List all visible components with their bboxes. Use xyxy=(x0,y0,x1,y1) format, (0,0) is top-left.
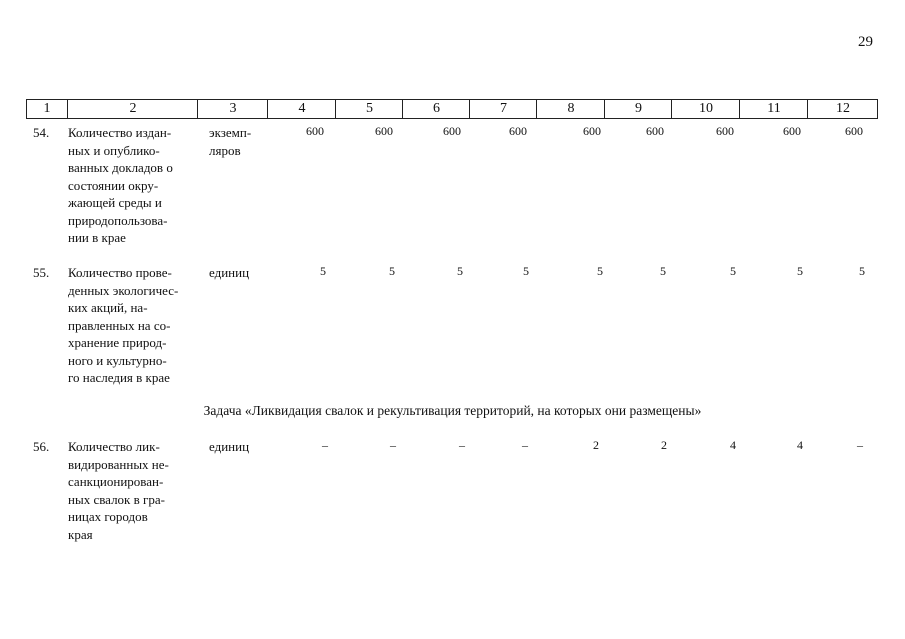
description-line: Количество прове- xyxy=(68,265,172,280)
row-number: 55. xyxy=(33,265,50,280)
description-line: денных экологичес- xyxy=(68,282,179,298)
value-cell: – xyxy=(522,438,528,452)
unit-line: экземп- xyxy=(209,125,252,140)
description-line: хранение природ- xyxy=(68,335,167,350)
description-line: природопользова- xyxy=(68,212,168,228)
description-line: нии в крае xyxy=(68,230,126,245)
value-cell: 600 xyxy=(375,124,393,138)
row-unit xyxy=(209,438,249,456)
value-cell: – xyxy=(390,438,396,452)
header-cell: 7 xyxy=(469,100,537,118)
page-number: 29 xyxy=(858,34,873,50)
row-unit xyxy=(209,264,249,282)
value-cell: 5 xyxy=(797,264,803,278)
row-number: 56. xyxy=(33,439,50,454)
header-cell: 9 xyxy=(604,100,672,118)
value-cell: 5 xyxy=(457,264,463,278)
value-cell: 600 xyxy=(443,124,461,138)
description-line: правленных на со- xyxy=(68,317,171,333)
description-line: жающей среды и xyxy=(68,195,162,210)
description-line: ных свалок в гра- xyxy=(68,491,165,507)
description-line: Количество издан- xyxy=(68,125,172,140)
value-cell: – xyxy=(857,438,863,452)
description-line: го наследия в крае xyxy=(68,370,170,385)
description-line: ких акций, на- xyxy=(68,300,148,315)
row-number: 54. xyxy=(33,125,50,140)
header-cell: 5 xyxy=(335,100,403,118)
description-line: ных и опублико- xyxy=(68,142,160,158)
value-cell: 2 xyxy=(661,438,667,452)
description-line: санкционирован- xyxy=(68,474,164,489)
unit-line: единиц xyxy=(209,265,250,280)
value-cell: 600 xyxy=(845,124,863,138)
description-line: видированных не- xyxy=(68,456,169,472)
value-cell: 5 xyxy=(320,264,326,278)
value-cell: 2 xyxy=(593,438,599,452)
row-description xyxy=(68,264,192,387)
row-description xyxy=(68,124,192,247)
description-line: ванных докладов о xyxy=(68,160,173,175)
value-cell: – xyxy=(459,438,465,452)
value-cell: 5 xyxy=(660,264,666,278)
header-cell: 3 xyxy=(197,100,268,118)
value-cell: 600 xyxy=(583,124,601,138)
header-cell: 12 xyxy=(807,100,878,118)
value-cell: 4 xyxy=(730,438,736,452)
value-cell: 600 xyxy=(716,124,734,138)
header-cell: 6 xyxy=(402,100,470,118)
value-cell: 5 xyxy=(523,264,529,278)
value-cell: 5 xyxy=(730,264,736,278)
description-line: ницах городов xyxy=(68,509,148,524)
value-cell: 600 xyxy=(306,124,324,138)
description-line: Количество лик- xyxy=(68,439,160,454)
value-cell: 4 xyxy=(797,438,803,452)
row-unit xyxy=(209,124,251,159)
description-line: края xyxy=(68,526,93,542)
section-title: Задача «Ликвидация свалок и рекультивация территорий, на которых они размещены» xyxy=(203,403,702,418)
description-line: ного и культурно- xyxy=(68,352,167,368)
header-cell: 4 xyxy=(267,100,336,118)
value-cell: – xyxy=(322,438,328,452)
unit-line: единиц xyxy=(209,439,250,454)
header-cell: 2 xyxy=(67,100,198,118)
header-cell: 8 xyxy=(536,100,605,118)
value-cell: 600 xyxy=(509,124,527,138)
row-description xyxy=(68,438,192,543)
value-cell: 5 xyxy=(597,264,603,278)
table-header-row xyxy=(26,99,878,119)
unit-line: ляров xyxy=(209,142,241,158)
value-cell: 600 xyxy=(783,124,801,138)
header-cell: 1 xyxy=(43,101,51,116)
value-cell: 5 xyxy=(389,264,395,278)
header-cell: 11 xyxy=(739,100,808,118)
header-cell: 10 xyxy=(671,100,740,118)
value-cell: 5 xyxy=(859,264,865,278)
value-cell: 600 xyxy=(646,124,664,138)
description-line: состоянии окру- xyxy=(68,177,159,193)
